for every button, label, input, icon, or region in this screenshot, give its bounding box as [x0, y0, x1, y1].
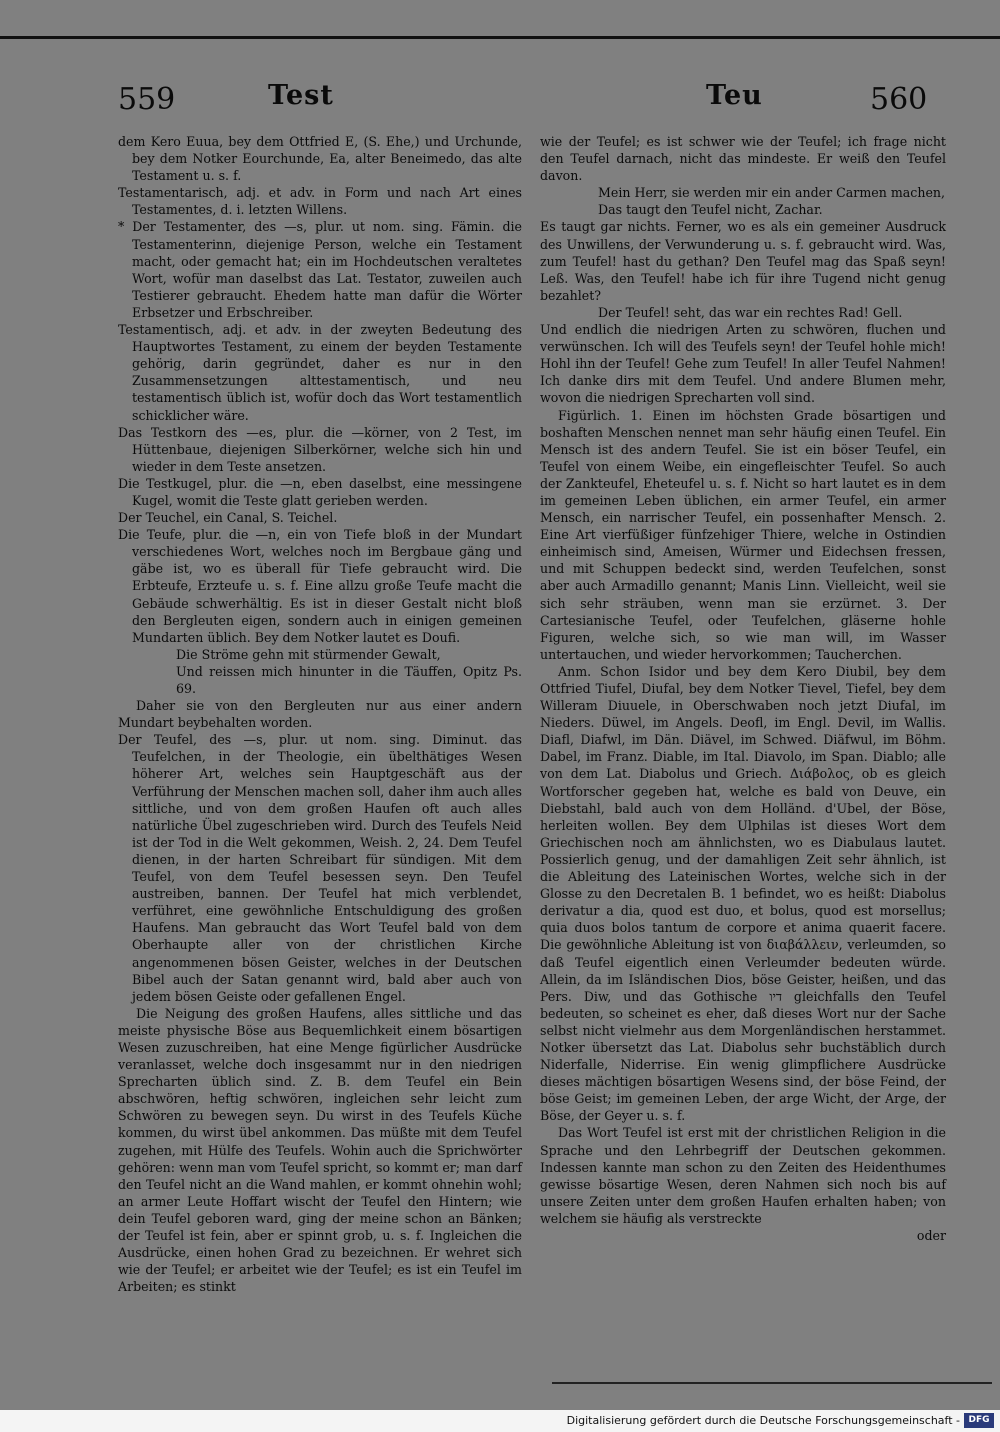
paragraph: Das Wort Teufel ist erst mit der christlichen Religion in die Sprache und den Lehrbegriff der Deutschen gekommen. Indessen kannte man schon zu den Zeiten des Heidenthumes gewisse bösartige Wesen, deren Nahmen sich noch bis auf unsere Zeiten unter dem großen Haufen erhalten haben; von welchem sie häufig als verstreckte [540, 1125, 946, 1226]
running-head-right: Teu [706, 80, 763, 111]
page-number-right: 560 [870, 82, 928, 117]
paragraph: Das taugt den Teufel nicht, Zachar. [598, 202, 823, 218]
paragraph: Daher sie von den Bergleuten nur aus einer andern Mundart beybehalten worden. [118, 698, 522, 731]
dfg-logo: DFG [964, 1413, 994, 1428]
paragraph: Testamentarisch, adj. et adv. in Form und nach Art eines Testamentes, d. i. letzten Willens. [118, 185, 522, 218]
paragraph: Es taugt gar nichts. Ferner, wo es als ein gemeiner Ausdruck des Unwillens, der Verwunderung u. s. f. gebraucht wird. Was, zum Teufel! hast du gethan? Den Teufel mag das Spaß seyn! Leß. Was, den Teufel! habe ich für ihre Tugend nicht genug bezahlet? [540, 219, 946, 303]
paragraph: wie der Teufel; es ist schwer wie der Teufel; ich frage nicht den Teufel darnach, nicht das mindeste. Er weiß den Teufel davon. [540, 134, 946, 184]
footer-credit: Digitalisierung gefördert durch die Deutsche Forschungsgemeinschaft - [566, 1414, 960, 1427]
paragraph: * Der Testamenter, des —s, plur. ut nom. sing. Fämin. die Testamenterinn, diejenige Person, welche ein Testament macht, oder gemacht hat; ein im Hochdeutschen veraltetes Wort, wofür man daselbst das Lat. Testator, zuweilen auch Testierer gebraucht. Ehedem hatte man dafür die Wörter Erbsetzer und Erbschreiber. [118, 219, 522, 320]
paragraph: Und reissen mich hinunter in die Täuffen, Opitz Ps. 69. [176, 663, 522, 696]
paragraph: Anm. Schon Isidor und bey dem Kero Diubil, bey dem Ottfried Tiufel, Diufal, bey dem Notker Tievel, Tiefel, bey dem Willeram Diuuele, in Oberschwaben noch jetzt Diufal, im Nieders. Düwel, im Angels. Deofl, im Engl. Devil, im Wallis. Diafl, Diafwl, im Dän. Diävel, im Schwed. Diäfwul, im Böhm. Dabel, im Franz. Diable, im Ital. Diavolo, im Span. Diablo; alle von dem Lat. Diabolus und Griech. Διάβολος, ob es gleich Wortforscher gegeben hat, welche es bald von Deuve, ein Diebstahl, bald auch von dem Holländ. d'Ubel, der Böse, herleiten wollen. Bey dem Ulphilas ist dieses Wort dem Griechischen noch am ähnlichsten, wo es Diabulaus lautet. Possierlich genug, und der damahligen Zeit sehr ähnlich, ist die Ableitung des Lateinischen Wortes, welche sich in der Glosse zu den Decretalen B. 1 befindet, wo es heißt: Diabolus derivatur a dia, quod est duo, et bolus, quod est morsellus; quia duos bolos tantum de corpore et anima quaerit facere. Die gewöhnliche Ableitung ist von διαβάλλειν, verleumden, so daß Teufel eigentlich einen Verleumder bedeuten würde. Allein, da im Isländischen Dios, böse Geister, heißen, und das Pers. Diw, und das Gothische דיו gleichfalls den Teufel bedeuten, so scheinet es eher, daß dieses Wort nur der Sache selbst nicht vielmehr aus dem Morgenländischen herstammet. Notker übersetzt das Lat. Diabolus sehr buchstäblich durch Niderfalle, Niderrise. Ein wenig glimpflichere Ausdrücke dieses mächtigen bösartigen Wesens sind, der böse Feind, der böse Geist; im gemeinen Leben, der arge Wicht, der Arge, der Böse, der Geyer u. s. f. [540, 663, 947, 1124]
paragraph: Die Neigung des großen Haufens, alles sittliche und das meiste physische Böse aus Bequemlichkeit einem bösartigen Wesen zuzuschreiben, hat eine Menge figürlicher Ausdrücke veranlasset, welche doch insgesammt nur in den niedrigen Sprecharten üblich sind. Z. B. dem Teufel ein Bein abschwören, heftig schwören, ingleichen sehr leicht zum Schwören zu bewegen seyn. Du wirst in des Teufels Küche kommen, du wirst übel ankommen. Das müßte mit dem Teufel zugehen, mit Hülfe des Teufels. Wohin auch die Sprichwörter gehören: wenn man vom Teufel spricht, so kommt er; man darf den Teufel nicht an die Wand mahlen, er kommt ohnehin wohl; an armer Leute Hoffart wischt der Teufel den Hintern; wie dein Teufel geboren ward, ging der meine schon an Bänken; der Teufel ist fein, aber er spinnt grob, u. s. f. Ingleichen die Ausdrücke, einen hohen Grad zu bezeichnen. Er wehret sich wie der Teufel; er arbeitet wie der Teufel; es ist ein Teufel im Arbeiten; es stinkt [118, 1005, 522, 1295]
top-rule [0, 36, 1000, 39]
paragraph: oder [916, 1228, 946, 1243]
paragraph: Mein Herr, sie werden mir ein ander Carmen machen, [598, 185, 946, 201]
paragraph: Die Teufe, plur. die —n, ein von Tiefe bloß in der Mundart verschiedenes Wort, welches noch im Bergbaue gäng und gäbe ist, wo es überall für Tiefe gebraucht wird. Die Erbteufe, Erzteufe u. s. f. Eine allzu große Teufe macht die Gebäude schwerhältig. Es ist in dieser Gestalt nicht bloß den Bergleuten eigen, sondern auch in einigen gemeinen Mundarten üblich. Bey dem Notker lautet es Doufi. [118, 527, 522, 645]
left-column [118, 133, 522, 1295]
paragraph: Und endlich die niedrigen Arten zu schwören, fluchen und verwünschen. Ich will des Teufels seyn! der Teufel hohle mich! Hohl ihn der Teufel! Gehe zum Teufel! In aller Teufel Nahmen! Ich danke dirs mit dem Teufel. Und andere Blumen mehr, wovon die niedrigen Sprecharten voll sind. [540, 322, 946, 406]
page-number-left: 559 [118, 82, 176, 117]
paragraph: Testamentisch, adj. et adv. in der zweyten Bedeutung des Hauptwortes Testament, zu einem der beyden Testamente gehörig, darin gegründet, daher es nur in den Zusammensetzungen alttestamentisch, und neu testamentisch üblich ist, wofür doch das Wort testamentlich schicklicher wäre. [118, 322, 522, 423]
paragraph: Der Teufel! seht, das war ein rechtes Rad! Gell. [598, 304, 903, 320]
bottom-rule [552, 1382, 992, 1384]
paragraph: dem Kero Euua, bey dem Ottfried E, (S. Ehe,) und Urchunde, bey dem Notker Eourchunde, Ea, alter Beneimedo, das alte Testament u. s. f. [118, 134, 522, 184]
footer-bar [0, 1410, 1000, 1432]
paragraph: Das Testkorn des —es, plur. die —körner, von 2 Test, im Hüttenbaue, diejenigen Silberkörner, welche sich hin und wieder in dem Teste ansetzen. [118, 424, 522, 474]
paragraph: Die Testkugel, plur. die —n, eben daselbst, eine messingene Kugel, womit die Teste glatt gerieben werden. [118, 475, 522, 508]
paragraph: Die Ströme gehn mit stürmender Gewalt, [176, 646, 441, 662]
running-head-left: Test [268, 80, 334, 111]
right-column [540, 133, 946, 1244]
paragraph: Der Teufel, des —s, plur. ut nom. sing. Diminut. das Teufelchen, in der Theologie, ein übelthätiges Wesen höherer Art, welches sein Hauptgeschäft aus der Verführung der Menschen machen soll, daher ihm auch alles sittliche, und von dem großen Haufen oft auch alles natürliche Übel zugeschrieben wird. Durch des Teufels Neid ist der Tod in die Welt gekommen, Weish. 2, 24. Dem Teufel dienen, in der harten Schreibart für sündigen. Mit dem Teufel, von dem Teufel besessen seyn. Den Teufel austreiben, bannen. Der Teufel hat mich verblendet, verführet, eine gewöhnliche Entschuldigung des großen Haufens. Man gebraucht das Wort Teufel bald von dem Oberhaupte aller von der christlichen Kirche angenommenen bösen Geister, welches in der Deutschen Bibel auch der Satan genannt wird, bald aber auch von jedem bösen Geiste oder gefallenen Engel. [118, 732, 522, 1004]
paragraph: Figürlich. 1. Einen im höchsten Grade bösartigen und boshaften Menschen nennet man sehr häufig einen Teufel. Ein Mensch ist des andern Teufel. Sie ist ein böser Teufel, ein Teufel von einem Weibe, ein eingefleischter Teufel. So auch der Zankteufel, Eheteufel u. s. f. Nicht so hart lautet es in dem im gemeinen Leben üblichen, ein armer Teufel, ein armer Mensch, ein narrischer Teufel, ein possenhafter Mensch. 2. Eine Art vierfüßiger fünfzehiger Thiere, welche in Ostindien einheimisch sind, Ameisen, Würmer und Eidechsen fressen, und mit Schuppen bedeckt sind, werden Teufelchen, sonst aber auch Armadillo genannt; Manis Linn. Vielleicht, weil sie sich sehr sträuben, wenn man sie erzürnet. 3. Der Cartesianische Teufel, oder Teufelchen, gläserne hohle Figuren, welche sich, so wie man will, im Wasser untertauchen, und wieder hervorkommen; Taucherchen. [540, 407, 946, 662]
paragraph: Der Teuchel, ein Canal, S. Teichel. [118, 510, 338, 526]
